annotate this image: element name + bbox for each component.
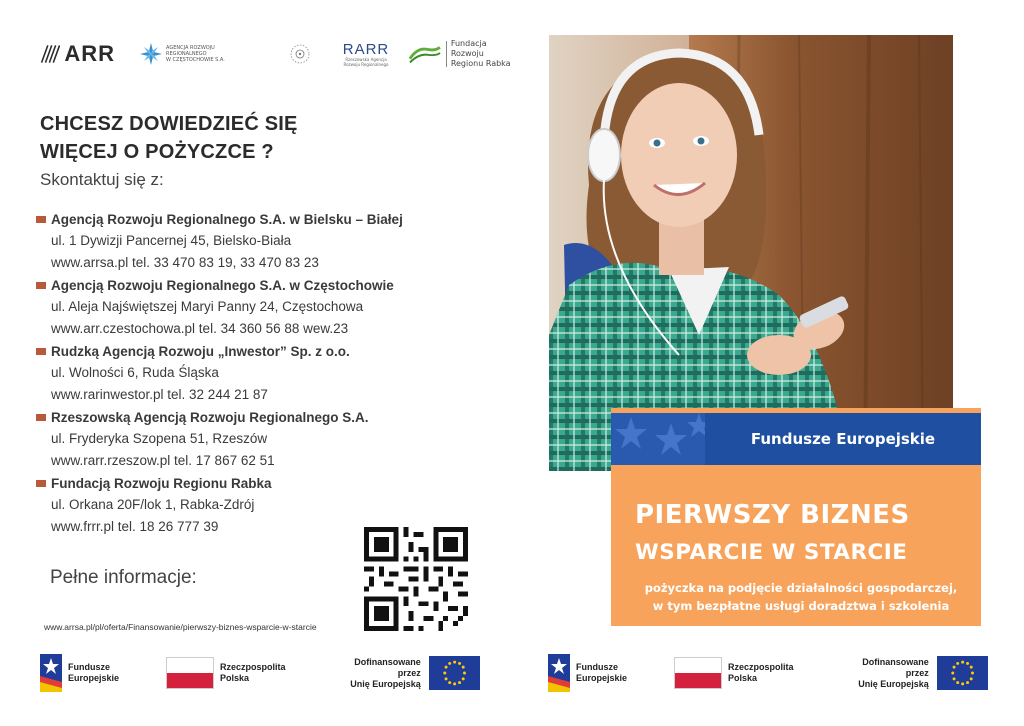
eu-logo-text <box>330 657 421 690</box>
pl-line-2: Polska <box>220 673 250 683</box>
contact-name-text: Rudzką Agencją Rozwoju „Inwestor” Sp. z o.o. <box>51 343 350 359</box>
contact-address: ul. Wolności 6, Ruda Śląska <box>51 365 219 380</box>
promo-description <box>621 579 981 615</box>
headline-line-1: CHCESZ DOWIEDZIEĆ SIĘ <box>40 113 298 135</box>
contact-item <box>36 274 556 340</box>
contact-name-text: Agencją Rozwoju Regionalnego S.A. w Bielsku – Białej <box>51 211 403 227</box>
czest-line-1: AGENCJA ROZWOJU <box>166 45 215 51</box>
bullet-icon <box>36 216 46 223</box>
promo-title: PIERWSZY BIZNES <box>635 500 910 530</box>
fundusze-europejskie-logo <box>548 653 627 693</box>
inwestor-emblem-icon <box>289 43 311 65</box>
rarr-sub-line-1: Rzeszowska Agencja <box>345 56 387 62</box>
bullet-icon <box>36 480 46 487</box>
promo-box <box>611 470 981 626</box>
contact-name <box>36 472 556 494</box>
contact-details: www.arr.czestochowa.pl tel. 34 360 56 88 wew.23 <box>51 321 349 336</box>
fe-line-2: Europejskie <box>68 673 120 683</box>
pl-logo-text <box>220 662 286 684</box>
footer-logos-right <box>548 653 988 693</box>
contact-address: ul. 1 Dywizji Pancernej 45, Bielsko-Biała <box>51 233 292 248</box>
pl-line-2: Polska <box>728 673 758 683</box>
eu-line-2: Unię Europejską <box>350 678 421 689</box>
contact-details: www.rarinwestor.pl tel. 32 244 21 87 <box>51 387 268 402</box>
promo-subtitle: WSPARCIE W STARCIE <box>635 540 908 565</box>
contact-address: ul. Aleja Najświętszej Maryi Panny 24, Częstochowa <box>51 299 364 314</box>
poland-flag-icon <box>674 657 722 689</box>
partner-logos <box>40 36 511 72</box>
contact-address: ul. Fryderyka Szopena 51, Rzeszów <box>51 431 268 446</box>
czest-line-2: REGIONALNEGO <box>166 51 207 57</box>
student-photo <box>549 35 953 471</box>
contact-intro: Skontaktuj się z: <box>40 170 164 189</box>
contact-item <box>36 406 556 472</box>
arr-czestochowa-text <box>166 45 225 63</box>
contact-name-text: Rzeszowską Agencją Rozwoju Regionalnego S.A. <box>51 409 369 425</box>
bullet-icon <box>36 348 46 355</box>
frrr-text <box>451 39 518 69</box>
info-url[interactable]: www.arrsa.pl/pl/oferta/Finansowanie/pierwszy-biznes-wsparcie-w-starcie <box>44 622 317 632</box>
frrr-separator <box>446 41 447 67</box>
pl-line-1: Rzeczpospolita <box>728 662 794 672</box>
eu-line-2: Unię Europejską <box>858 678 929 689</box>
fundusze-label: Fundusze Europejskie <box>750 430 936 448</box>
eu-logo <box>330 653 480 693</box>
rarr-logo-text: RARR <box>342 40 390 58</box>
eu-flag-icon <box>937 656 988 690</box>
rzeczpospolita-logo <box>674 653 794 693</box>
arr-czestochowa-logo <box>140 36 250 72</box>
fundusze-europejskie-logo <box>40 653 119 693</box>
rarr-logo <box>336 36 396 72</box>
fe-logo-text <box>68 662 119 684</box>
eu-flag-icon <box>429 656 480 690</box>
star-burst-icon <box>140 43 162 65</box>
rzeczpospolita-logo <box>166 653 286 693</box>
arr-logo <box>40 36 115 72</box>
eu-stars-decor-icon <box>611 413 705 465</box>
frrr-wave-icon <box>408 43 442 65</box>
eu-logo-text <box>838 657 929 690</box>
rarr-sub-line-2: Rozwoju Regionalnego <box>343 61 389 67</box>
fe-line-1: Fundusze <box>576 662 618 672</box>
fe-logo-icon <box>40 654 62 692</box>
contact-item <box>36 472 556 538</box>
contact-name-text: Fundacją Rozwoju Regionu Rabka <box>51 475 272 491</box>
contact-details: www.arrsa.pl tel. 33 470 83 19, 33 470 83 23 <box>51 255 319 270</box>
fe-line-2: Europejskie <box>576 673 628 683</box>
promo-desc-line-2: w tym bezpłatne usługi doradztwa i szkolenia <box>652 599 950 613</box>
footer-logos-left <box>40 653 480 693</box>
contact-details: www.frrr.pl tel. 18 26 777 39 <box>51 519 219 534</box>
eu-line-1: Dofinansowane przez <box>354 656 421 678</box>
headline <box>40 110 298 166</box>
frrr-logo <box>408 36 518 72</box>
contact-item <box>36 340 556 406</box>
rarr-logo-subtext <box>343 57 388 67</box>
contact-name-text: Agencją Rozwoju Regionalnego S.A. w Częstochowie <box>51 277 394 293</box>
fe-line-1: Fundusze <box>68 662 110 672</box>
fe-logo-icon <box>548 654 570 692</box>
headline-line-2: WIĘCEJ O POŻYCZCE ? <box>40 141 274 163</box>
arr-stripes-icon <box>40 43 60 65</box>
contact-name <box>36 340 556 362</box>
pl-line-1: Rzeczpospolita <box>220 662 286 672</box>
contact-name <box>36 274 556 296</box>
contact-item <box>36 208 556 274</box>
pl-logo-text <box>728 662 794 684</box>
eu-logo <box>838 653 988 693</box>
contact-list <box>36 208 556 538</box>
contact-details: www.rarr.rzeszow.pl tel. 17 867 62 51 <box>51 453 275 468</box>
bullet-icon <box>36 414 46 421</box>
arr-logo-text: ARR <box>64 41 115 66</box>
frrr-line-1: Fundacja Rozwoju <box>450 39 487 58</box>
fundusze-strip <box>611 408 981 470</box>
qr-code <box>364 527 468 631</box>
promo-desc-line-1: pożyczka na podjęcie działalności gospodarczej, <box>644 581 958 595</box>
rar-inwestor-logo <box>280 36 320 72</box>
full-info-label: Pełne informacje: <box>50 567 197 588</box>
fe-logo-text <box>576 662 627 684</box>
contact-name <box>36 406 556 428</box>
poland-flag-icon <box>166 657 214 689</box>
fe-stars-graphic <box>611 413 705 465</box>
contact-address: ul. Orkana 20F/lok 1, Rabka-Zdrój <box>51 497 255 512</box>
frrr-line-2: Regionu Rabka <box>450 59 511 68</box>
czest-line-3: W CZĘSTOCHOWIE S.A. <box>166 57 225 63</box>
fundusze-label-box <box>705 413 981 465</box>
bullet-icon <box>36 282 46 289</box>
contact-name <box>36 208 556 230</box>
eu-line-1: Dofinansowane przez <box>862 656 929 678</box>
